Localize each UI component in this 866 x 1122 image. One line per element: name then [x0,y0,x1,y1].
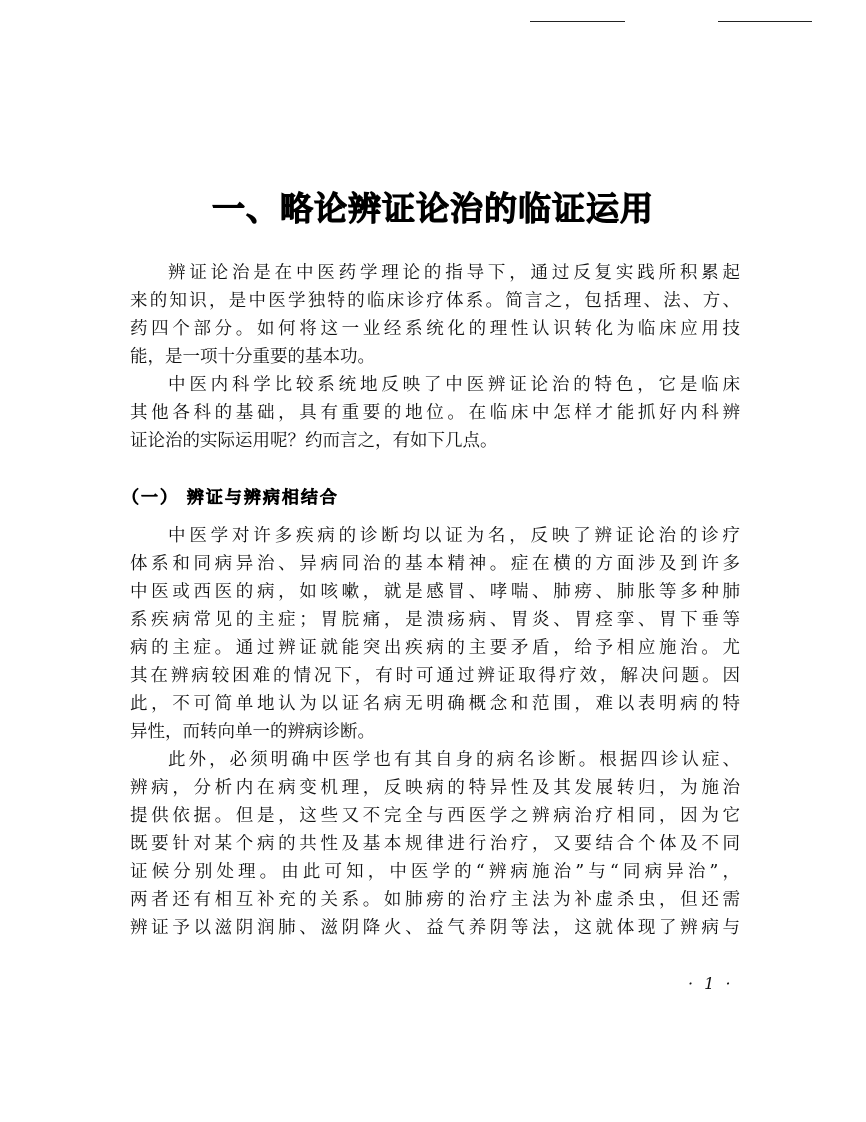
text-line: 辨病，分析内在病变机理，反映病的特异性及其发展转归，为施治 [130,778,740,798]
text-line: 其在辨病较困难的情况下，有时可通过辨证取得疗效，解决问题。因 [130,666,740,686]
text-line: 能，是一项十分重要的基本功。 [130,347,375,367]
text-line: 两者还有相互补充的关系。如肺痨的治疗主法为补虚杀虫，但还需 [130,890,740,910]
section-heading: （一） 辨证与辨病相结合 [122,488,339,508]
text-line: 此，不可简单地认为以证名病无明确概念和范围，难以表明病的特 [130,694,740,714]
text-line: 来的知识，是中医学独特的临床诊疗体系。简言之，包括理、法、方、 [130,291,740,311]
text-line: 系疾病常见的主症；胃脘痛，是溃疡病、胃炎、胃痉挛、胃下垂等 [130,610,740,630]
text-line: 中医学对许多疾病的诊断均以证为名，反映了辨证论治的诊疗 [168,526,740,546]
header-rule-left [530,21,625,22]
text-line: 辨证予以滋阴润肺、滋阴降火、益气养阴等法，这就体现了辨病与 [130,918,740,938]
page-number: · 1 · [688,974,734,993]
chapter-title: 一、略论辨证论治的临证运用 [212,189,654,228]
text-line: 异性，而转向单一的辨病诊断。 [130,722,375,742]
text-line: 病的主症。通过辨证就能突出疾病的主要矛盾，给予相应施治。尤 [130,638,740,658]
text-line: 证论治的实际运用呢？约而言之，有如下几点。 [130,431,498,451]
text-line: 体系和同病异治、异病同治的基本精神。症在横的方面涉及到许多 [130,554,740,574]
text-line: 药四个部分。如何将这一业经系统化的理性认识转化为临床应用技 [130,319,740,339]
text-line: 中医或西医的病，如咳嗽，就是感冒、哮喘、肺痨、肺胀等多种肺 [130,582,740,602]
text-line: 辨证论治是在中医药学理论的指导下，通过反复实践所积累起 [168,263,740,283]
text-line: 中医内科学比较系统地反映了中医辨证论治的特色，它是临床 [168,375,740,395]
text-line: 其他各科的基础，具有重要的地位。在临床中怎样才能抓好内科辨 [130,403,740,423]
header-rule-right [718,21,812,22]
text-line: 证候分别处理。由此可知，中医学的“辨病施治”与“同病异治”， [130,862,740,882]
text-line: 既要针对某个病的共性及基本规律进行治疗，又要结合个体及不同 [130,834,740,854]
text-line: 此外，必须明确中医学也有其自身的病名诊断。根据四诊认症、 [168,750,740,770]
text-line: 提供依据。但是，这些又不完全与西医学之辨病治疗相同，因为它 [130,806,740,826]
